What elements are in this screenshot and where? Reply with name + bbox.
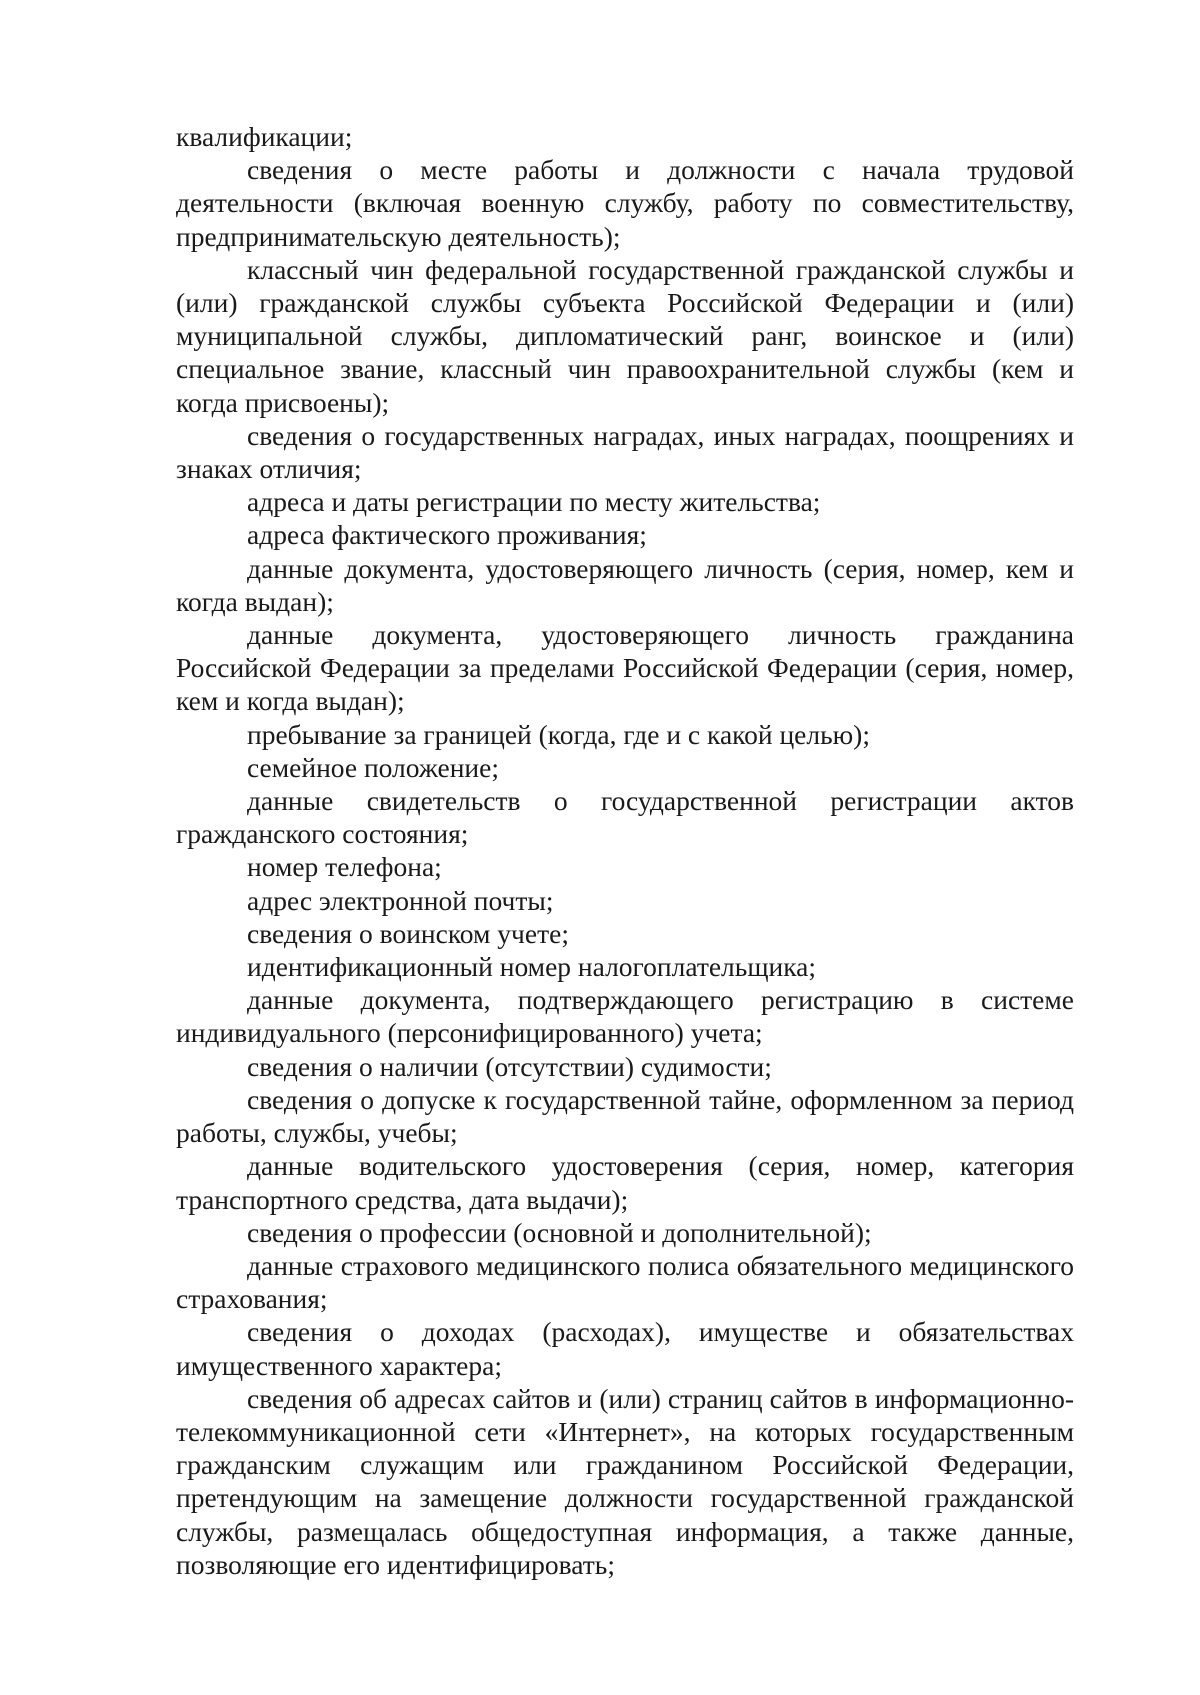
paragraph-state-secret-clearance: сведения о допуске к государственной тайне, оформленном за период работы, службы, учебы; (176, 1083, 1074, 1149)
paragraph-tax-id: идентификационный номер налогоплательщика; (247, 951, 817, 983)
paragraph-civil-status-certificates: данные свидетельств о государственной регистрации актов гражданского состояния; (176, 785, 1074, 850)
paragraph-phone-number: номер телефона; (247, 851, 442, 883)
paragraph-foreign-passport: данные документа, удостоверяющего личность гражданина Российской Федерации за пределами Российской Федерации (серия, номер, кем и когда выдан); (176, 619, 1074, 717)
paragraph-marital-status: семейное положение; (247, 751, 499, 783)
paragraph-work-history: сведения о месте работы и должности с начала трудовой деятельности (включая военную службу, работу по совместительству, предпринимательскую деятельность); (176, 154, 1074, 252)
paragraph-class-rank: классный чин федеральной государственной гражданской службы и (или) гражданской службы субъекта Российской Федерации и (или) муниципальной службы, дипломатический ранг, воинское и (или) специальное звание, классный чин правоохранительной службы (кем и когда присвоены); (176, 253, 1074, 418)
paragraph-personal-account-registration: данные документа, подтверждающего регистрацию в системе индивидуального (персонифицированного) учета; (176, 984, 1074, 1049)
paragraph-driver-license: данные водительского удостоверения (серия, номер, категория транспортного средства, дата выдачи); (176, 1150, 1074, 1215)
paragraph-actual-address: адреса фактического проживания; (247, 519, 647, 551)
paragraph-identity-document: данные документа, удостоверяющего личность (серия, номер, кем и когда выдан); (176, 552, 1074, 617)
paragraph-email-address: адрес электронной почты; (247, 884, 554, 916)
paragraph-criminal-record: сведения о наличии (отсутствии) судимости; (247, 1050, 772, 1082)
paragraph-profession: сведения о профессии (основной и дополнительной); (247, 1216, 872, 1248)
paragraph-stay-abroad: пребывание за границей (когда, где и с какой целью); (247, 718, 870, 750)
paragraph-awards: сведения о государственных наградах, иных наградах, поощрениях и знаках отличия; (176, 419, 1074, 485)
paragraph-military-registration: сведения о воинском учете; (247, 917, 569, 949)
paragraph-internet-sites: сведения об адресах сайтов и (или) страниц сайтов в информационно-телекоммуникационной сети «Интернет», на которых государственным гражданским служащим или гражданином Российской Федерации, претендующим на замещение должности государственной гражданской службы, размещалась общедоступная информация, а также данные, позволяющие его идентифицировать; (176, 1382, 1074, 1580)
document-body (176, 120, 1074, 1581)
paragraph-qualification: квалификации; (176, 121, 353, 152)
paragraph-medical-insurance: данные страхового медицинского полиса обязательного медицинского страхования; (176, 1249, 1074, 1315)
paragraph-registration-address: адреса и даты регистрации по месту жительства; (247, 486, 821, 518)
paragraph-income-property: сведения о доходах (расходах), имуществе и обязательствах имущественного характера; (176, 1316, 1074, 1381)
